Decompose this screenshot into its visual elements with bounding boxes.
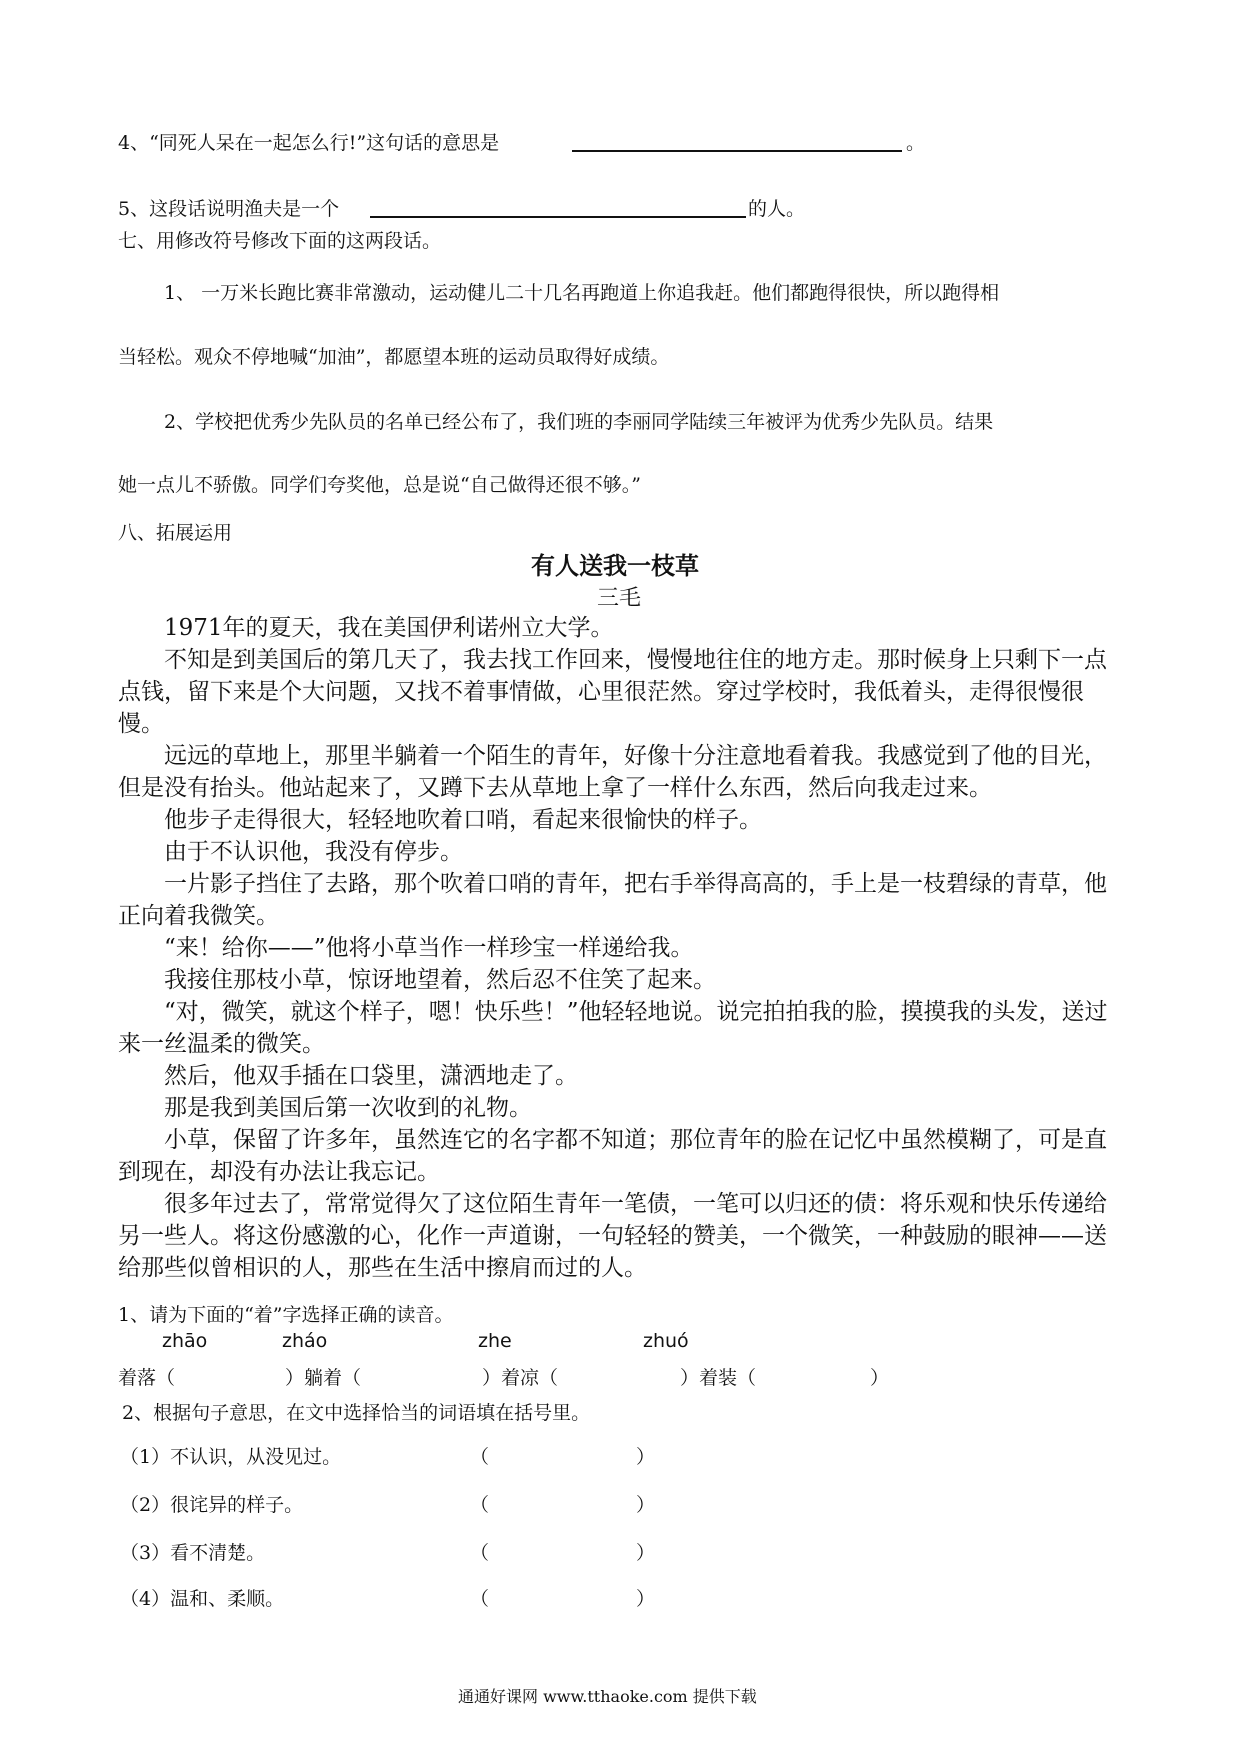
pinyin-option-2: zháo — [282, 1330, 328, 1352]
passage-paragraph-11: 那是我到美国后第一次收到的礼物。 — [164, 1095, 532, 1121]
q2-item-1-open[interactable]: （ — [470, 1446, 490, 1468]
q1-item-2[interactable]: ）躺着（ — [285, 1367, 362, 1389]
section-8-heading: 八、拓展运用 — [118, 522, 233, 544]
pinyin-option-3: zhe — [478, 1330, 512, 1352]
section-7-paragraph-1-line-1: 1、 一万米长跑比赛非常激动，运动健儿二十几名再跑道上你追我赶。他们都跑得很快，所以跑得相 — [164, 282, 1000, 304]
question-4-end: 。 — [906, 132, 926, 154]
passage-body — [118, 612, 1108, 1284]
passage-author: 三毛 — [597, 586, 642, 611]
q2-prompt: 2、根据句子意思，在文中选择恰当的词语填在括号里。 — [122, 1402, 591, 1424]
passage-paragraph-9: “对，微笑，就这个样子，嗯！快乐些！”他轻轻地说。说完拍拍我的脸，摸摸我的头发，送过来一丝温柔的微笑。 — [118, 999, 1108, 1057]
passage-paragraph-6: 一片影子挡住了去路，那个吹着口哨的青年，把右手举得高高的，手上是一枝碧绿的青草，他正向着我微笑。 — [118, 871, 1107, 929]
pinyin-option-1: zhāo — [162, 1330, 208, 1352]
section-7-paragraph-1-line-2: 当轻松。观众不停地喊“加油”，都愿望本班的运动员取得好成绩。 — [118, 346, 670, 368]
question-4-answer-line[interactable] — [572, 150, 902, 152]
q2-item-2-open[interactable]: （ — [470, 1494, 490, 1516]
q2-item-4-close[interactable]: ） — [636, 1588, 656, 1610]
passage-paragraph-12: 小草，保留了许多年，虽然连它的名字都不知道；那位青年的脸在记忆中虽然模糊了，可是直到现在，却没有办法让我忘记。 — [118, 1127, 1107, 1185]
question-5 — [118, 194, 339, 221]
page-footer: 通通好课网 www.tthaoke.com 提供下载 — [458, 1687, 757, 1706]
passage-paragraph-7: “来！给你——”他将小草当作一样珍宝一样递给我。 — [164, 935, 694, 961]
question-4 — [118, 128, 499, 155]
section-7-heading: 七、用修改符号修改下面的这两段话。 — [118, 230, 442, 252]
question-5-answer-line[interactable] — [370, 216, 746, 218]
question-5-end: 的人。 — [748, 198, 806, 220]
q2-item-2-close[interactable]: ） — [636, 1494, 656, 1516]
section-7-paragraph-2-line-1: 2、学校把优秀少先队员的名单已经公布了，我们班的李丽同学陆续三年被评为优秀少先队员。结果 — [164, 411, 994, 433]
q2-item-4: （4）温和、柔顺。 — [120, 1588, 285, 1610]
q2-item-3-close[interactable]: ） — [636, 1542, 656, 1564]
q2-item-3-open[interactable]: （ — [470, 1542, 490, 1564]
q2-item-2: （2）很诧异的样子。 — [120, 1494, 304, 1516]
q1-item-1[interactable]: 着落（ — [118, 1367, 176, 1389]
passage-paragraph-2: 不知是到美国后的第几天了，我去找工作回来，慢慢地往住的地方走。那时候身上只剩下一点点钱，留下来是个大问题，又找不着事情做，心里很茫然。穿过学校时，我低着头，走得很慢很慢。 — [118, 647, 1107, 737]
q2-item-1-close[interactable]: ） — [636, 1446, 656, 1468]
passage-title: 有人送我一枝草 — [531, 551, 699, 580]
question-4-text: 4、“同死人呆在一起怎么行!”这句话的意思是 — [118, 132, 500, 154]
q1-item-4[interactable]: ）着装（ — [680, 1367, 757, 1389]
q2-item-3: （3）看不清楚。 — [120, 1542, 266, 1564]
q1-item-5[interactable]: ） — [870, 1367, 890, 1389]
passage-paragraph-13: 很多年过去了，常常觉得欠了这位陌生青年一笔债，一笔可以归还的债：将乐观和快乐传递给另一些人。将这份感激的心，化作一声道谢，一句轻轻的赞美，一个微笑，一种鼓励的眼神——送给那些似曾相识的人，那些在生活中擦肩而过的人。 — [118, 1191, 1107, 1281]
q2-item-4-open[interactable]: （ — [470, 1588, 490, 1610]
passage-paragraph-3: 远远的草地上，那里半躺着一个陌生的青年，好像十分注意地看着我。我感觉到了他的目光，但是没有抬头。他站起来了，又蹲下去从草地上拿了一样什么东西，然后向我走过来。 — [118, 743, 1107, 801]
q2-item-1: （1）不认识，从没见过。 — [120, 1446, 342, 1468]
passage-paragraph-1: 1971年的夏天，我在美国伊利诺州立大学。 — [164, 615, 614, 641]
q1-prompt: 1、请为下面的“着”字选择正确的读音。 — [118, 1304, 454, 1326]
question-5-text: 5、这段话说明渔夫是一个 — [118, 198, 340, 220]
pinyin-option-4: zhuó — [643, 1330, 689, 1352]
passage-paragraph-4: 他步子走得很大，轻轻地吹着口哨，看起来很愉快的样子。 — [164, 807, 762, 833]
passage-paragraph-5: 由于不认识他，我没有停步。 — [164, 839, 463, 865]
passage-paragraph-8: 我接住那枝小草，惊讶地望着，然后忍不住笑了起来。 — [164, 967, 716, 993]
q1-item-3[interactable]: ）着凉（ — [482, 1367, 559, 1389]
passage-paragraph-10: 然后，他双手插在口袋里，潇洒地走了。 — [164, 1063, 578, 1089]
section-7-paragraph-2-line-2: 她一点儿不骄傲。同学们夸奖他，总是说“自己做得还很不够。” — [118, 474, 641, 496]
